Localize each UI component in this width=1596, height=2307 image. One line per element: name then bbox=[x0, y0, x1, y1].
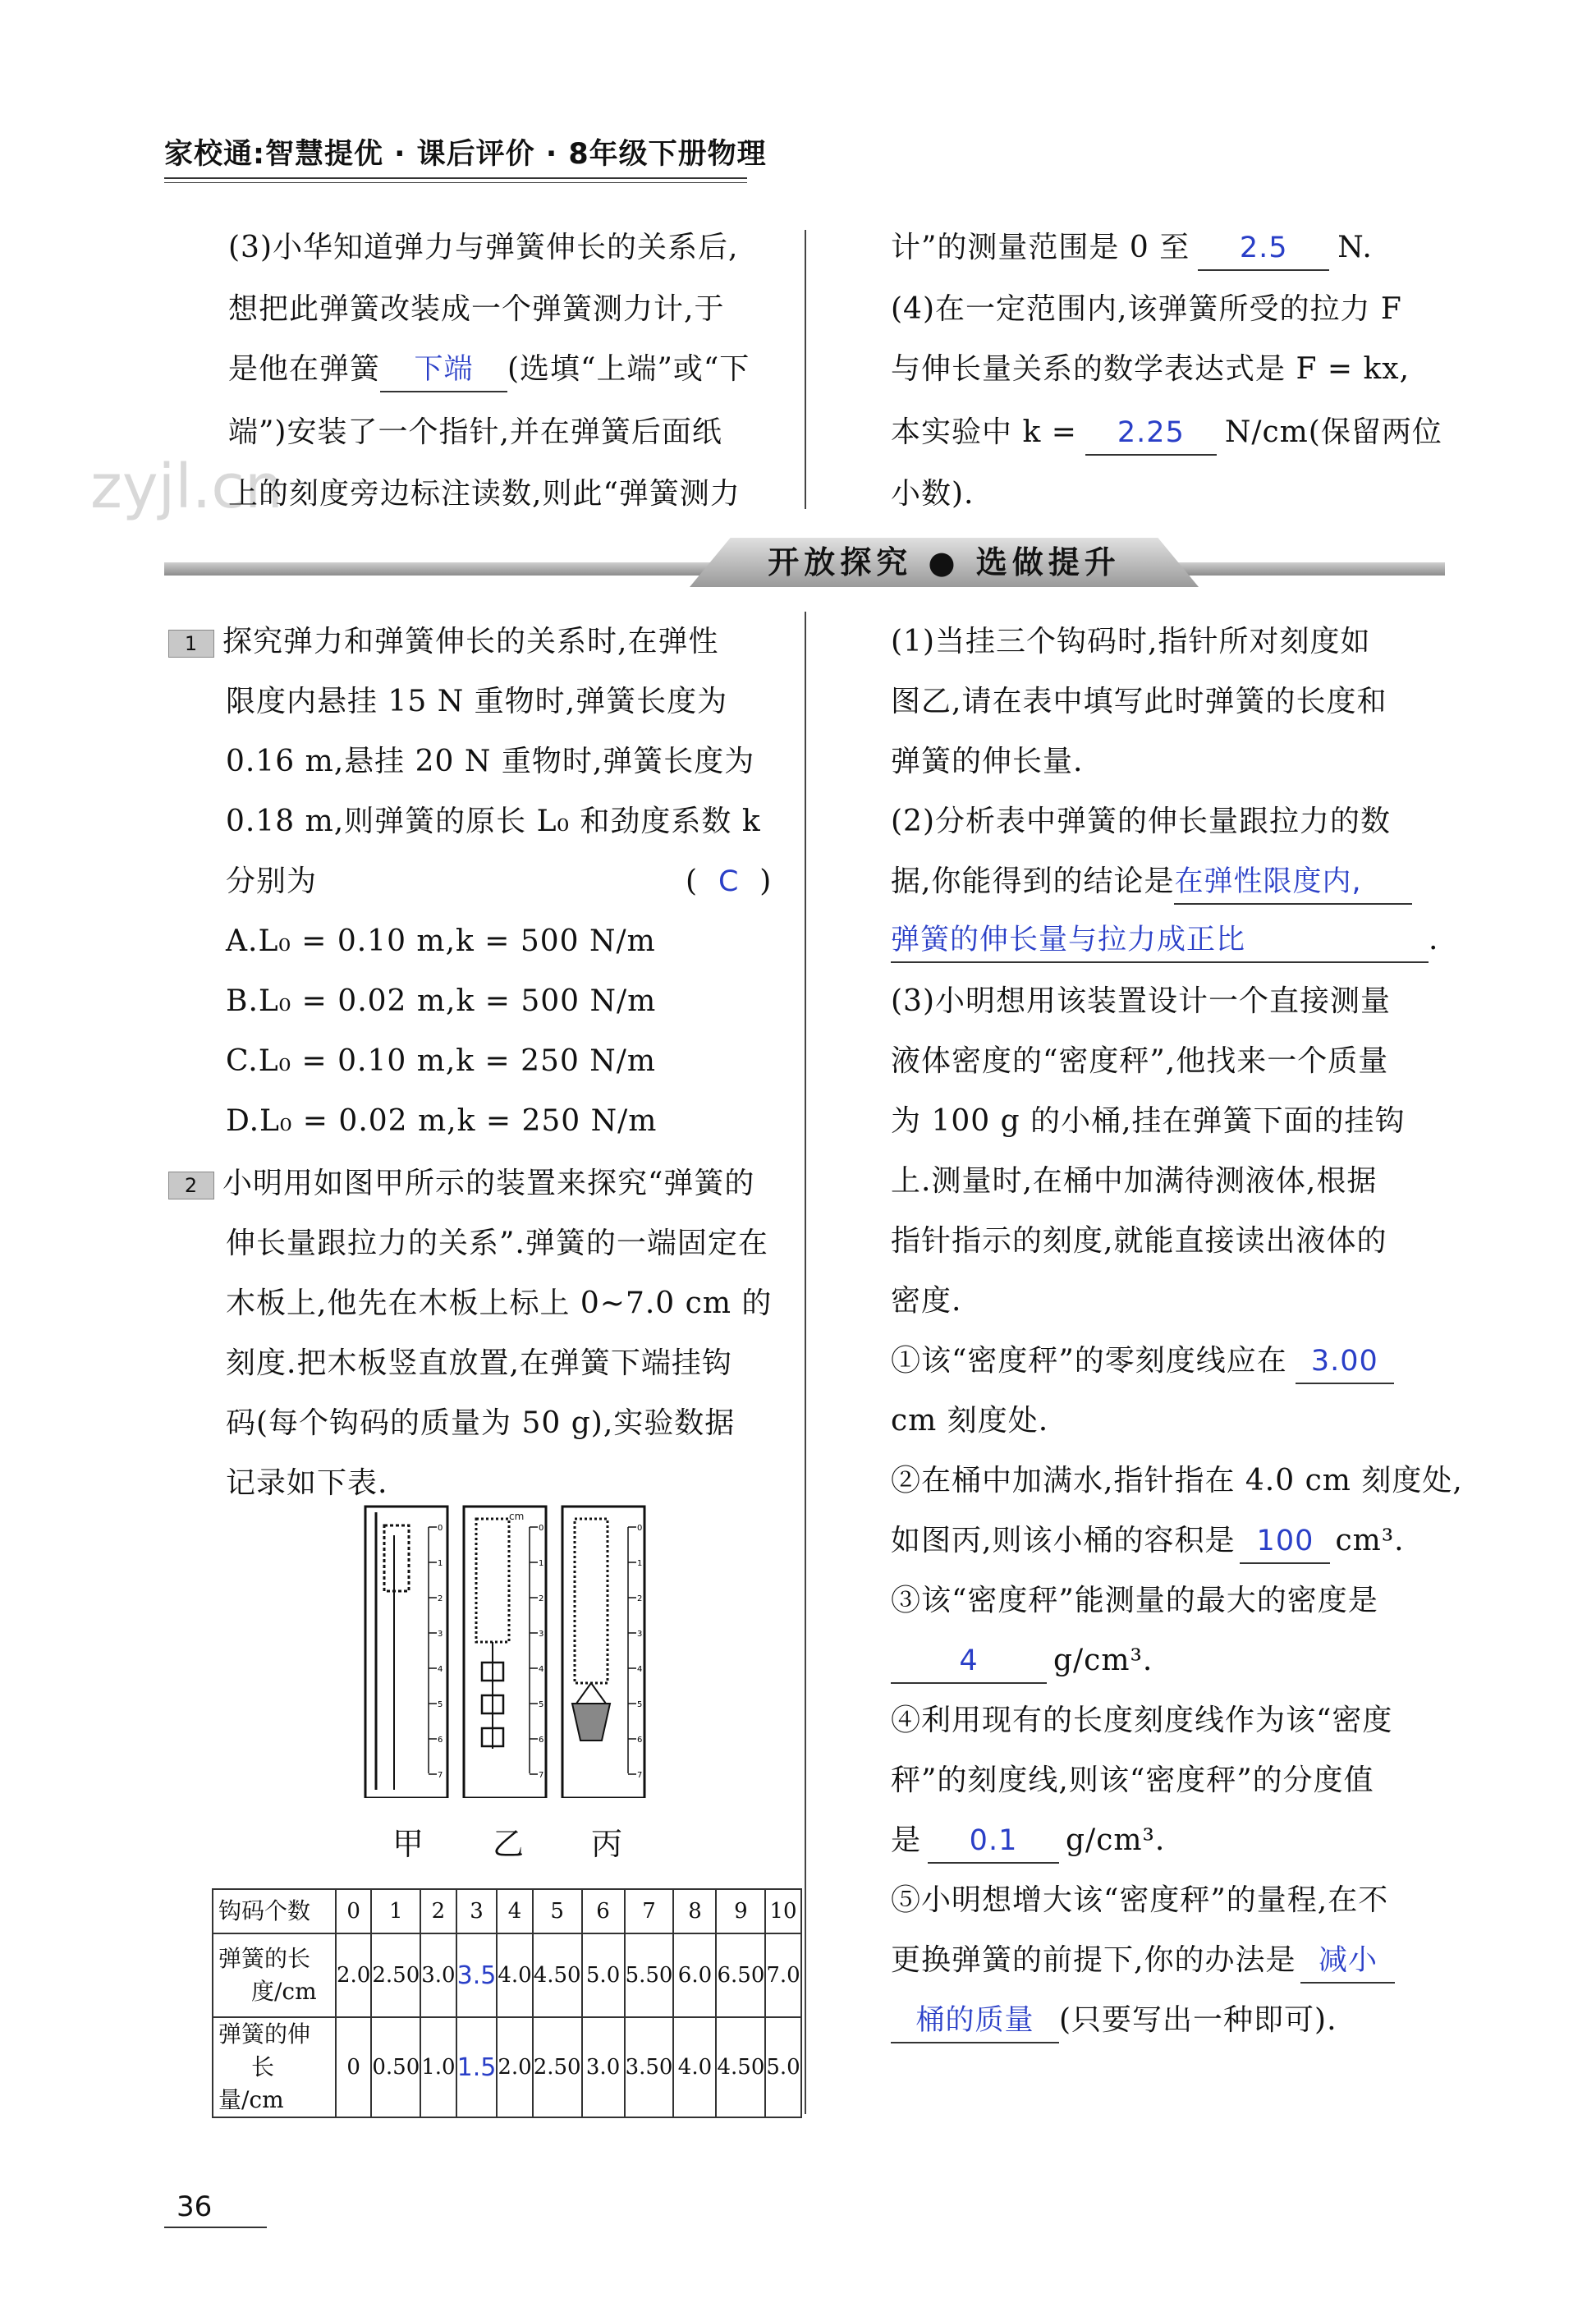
text-fragment: 据,你能得到的结论是 bbox=[891, 865, 1175, 898]
scale-tick-label: 2 bbox=[438, 1594, 443, 1603]
scale-tick-label: 7 bbox=[539, 1771, 544, 1780]
board-frame bbox=[365, 1507, 447, 1798]
table-cell: 2 bbox=[420, 1889, 456, 1933]
scale-tick-label: 2 bbox=[539, 1594, 544, 1603]
fig-label-jia: 甲 bbox=[392, 1826, 424, 1862]
scale-tick-label: 1 bbox=[539, 1559, 544, 1568]
text-line: 0.16 m,悬挂 20 N 重物时,弹簧长度为 bbox=[226, 745, 755, 778]
text-line: 指针指示的刻度,就能直接读出液体的 bbox=[891, 1224, 1387, 1258]
table-cell: 2.50 bbox=[371, 1933, 420, 2017]
text-line: ③该“密度秤”能测量的最大的密度是 bbox=[891, 1584, 1378, 1617]
text-line: 弹簧的伸长量. bbox=[891, 745, 1084, 778]
table-cell: 4.0 bbox=[673, 2017, 716, 2117]
text-line: 密度. bbox=[891, 1284, 962, 1318]
table-cell: 6.50 bbox=[716, 1933, 765, 2017]
text-fragment: ①该“密度秤”的零刻度线应在 bbox=[891, 1344, 1287, 1378]
banner-title: 开放探究 ● 选做提升 bbox=[768, 544, 1121, 580]
text-fragment: g/cm³. bbox=[1053, 1644, 1153, 1677]
scale-tick-label: 4 bbox=[539, 1665, 544, 1674]
text-fragment: g/cm³. bbox=[1066, 1823, 1166, 1857]
answer-blank: 2.5 bbox=[1198, 227, 1329, 271]
scale-tick-label: 6 bbox=[539, 1736, 544, 1745]
row-header-line: 弹簧的伸 bbox=[218, 2020, 311, 2048]
table-cell: 4.50 bbox=[533, 1933, 582, 2017]
scale-unit: cm bbox=[509, 1511, 525, 1522]
table-cell: 4.0 bbox=[497, 1933, 532, 2017]
table-cell: 0 bbox=[336, 1889, 371, 1933]
text-line bbox=[891, 1630, 1153, 1690]
text-line: 上的刻度旁边标注读数,则此“弹簧测力 bbox=[228, 477, 741, 511]
table-cell: 2.0 bbox=[336, 1933, 371, 2017]
answer-blank: 桶的质量 bbox=[891, 1999, 1059, 2043]
row-header-line: 度/cm bbox=[251, 1978, 317, 2005]
table-cell: 1 bbox=[371, 1889, 420, 1933]
header-title: 家校通:智慧提优 · 课后评价 · 8年级下册物理 bbox=[164, 138, 767, 171]
scale-tick-label: 7 bbox=[637, 1771, 643, 1780]
scale-tick-label: 0 bbox=[539, 1524, 544, 1533]
text-line: ⑤小明想增大该“密度秤”的量程,在不 bbox=[891, 1883, 1389, 1917]
column-divider-main bbox=[805, 612, 806, 2114]
text-line: ②在桶中加满水,指针指在 4.0 cm 刻度处, bbox=[891, 1464, 1463, 1497]
table-cell: 5.0 bbox=[582, 1933, 625, 2017]
scale-tick-label: 4 bbox=[637, 1665, 643, 1674]
row-header-line: 弹簧的长 bbox=[218, 1945, 311, 1972]
spring-figure bbox=[361, 1502, 649, 1798]
scale-tick-label: 3 bbox=[438, 1630, 443, 1639]
column-divider-top bbox=[805, 230, 806, 509]
text-line bbox=[891, 1930, 1395, 1990]
figure-yi bbox=[464, 1507, 546, 1798]
scale-tick-label: 0 bbox=[438, 1524, 443, 1533]
table-cell: 0 bbox=[336, 2017, 371, 2117]
row-header-line: 长量/cm bbox=[218, 2053, 284, 2113]
text-fragment: 小明用如图甲所示的装置来探究“弹簧的 bbox=[222, 1167, 755, 1200]
table-cell: 6.0 bbox=[673, 1933, 716, 2017]
scale-tick-label: 5 bbox=[438, 1700, 443, 1709]
text-line bbox=[891, 218, 1373, 277]
header-rule-thin bbox=[164, 182, 747, 183]
board-frame bbox=[464, 1507, 546, 1798]
text-line: cm 刻度处. bbox=[891, 1404, 1049, 1438]
answer-bracket: ( C ) bbox=[686, 865, 773, 898]
figure-jia bbox=[365, 1507, 447, 1798]
answer-blank: 减小 bbox=[1300, 1939, 1395, 1984]
option-a: A.L₀ = 0.10 m,k = 500 N/m bbox=[226, 924, 656, 958]
answer-blank: 4 bbox=[891, 1640, 1047, 1684]
scale-tick-label: 1 bbox=[438, 1559, 443, 1568]
text-fragment: 是 bbox=[891, 1823, 922, 1857]
option-c: C.L₀ = 0.10 m,k = 250 N/m bbox=[226, 1044, 657, 1078]
scale-tick-label: 3 bbox=[539, 1630, 544, 1639]
text-fragment: N. bbox=[1337, 231, 1373, 264]
text-line: 小数). bbox=[891, 477, 975, 511]
table-cell-answer: 1.5 bbox=[456, 2017, 498, 2117]
table-row bbox=[213, 2017, 801, 2117]
scale-tick-label: 6 bbox=[438, 1736, 443, 1745]
table-cell: 7.0 bbox=[765, 1933, 800, 2017]
text-line: 为 100 g 的小桶,挂在弹簧下面的挂钩 bbox=[891, 1104, 1406, 1138]
answer-blank: 下端 bbox=[380, 348, 507, 392]
table-cell: 1.0 bbox=[420, 2017, 456, 2117]
page-number: 36 bbox=[177, 2190, 213, 2223]
text-line: (4)在一定范围内,该弹簧所受的拉力 F bbox=[891, 292, 1402, 326]
text-fragment: 计”的测量范围是 0 至 bbox=[891, 231, 1190, 264]
table-cell: 8 bbox=[673, 1889, 716, 1933]
text-fragment: . bbox=[1429, 923, 1439, 956]
row-header bbox=[213, 1933, 336, 2017]
table-cell: 9 bbox=[716, 1889, 765, 1933]
table-row bbox=[213, 1933, 801, 2017]
table-cell: 7 bbox=[625, 1889, 674, 1933]
table-cell: 0.50 bbox=[371, 2017, 420, 2117]
header-rule bbox=[164, 177, 747, 179]
text-line: 伸长量跟拉力的关系”.弹簧的一端固定在 bbox=[226, 1227, 768, 1260]
text-line: 端”)安装了一个指针,并在弹簧后面纸 bbox=[228, 415, 722, 449]
answer-blank: 0.1 bbox=[928, 1819, 1059, 1864]
text-fragment: N/cm(保留两位 bbox=[1224, 415, 1442, 449]
scale-tick-label: 2 bbox=[637, 1594, 643, 1603]
text-line: 记录如下表. bbox=[226, 1466, 388, 1500]
text-line: (1)当挂三个钩码时,指针所对刻度如 bbox=[891, 625, 1371, 658]
text-fragment: 是他在弹簧 bbox=[228, 352, 381, 386]
text-fragment: (只要写出一种即可). bbox=[1059, 2003, 1337, 2037]
table-cell: 10 bbox=[765, 1889, 800, 1933]
text-line bbox=[168, 612, 718, 672]
text-line bbox=[891, 1331, 1394, 1391]
table-cell: 5.0 bbox=[765, 2017, 800, 2117]
text-line: 秤”的刻度线,则该“密度秤”的分度值 bbox=[891, 1764, 1374, 1797]
text-line bbox=[891, 1990, 1337, 2050]
text-line bbox=[891, 851, 1412, 911]
text-line: 刻度.把木板竖直放置,在弹簧下端挂钩 bbox=[226, 1346, 732, 1380]
text-line: 限度内悬挂 15 N 重物时,弹簧长度为 bbox=[226, 685, 728, 718]
table-cell: 3.50 bbox=[625, 2017, 674, 2117]
table-cell: 3.0 bbox=[420, 1933, 456, 2017]
text-fragment: (选填“上端”或“下 bbox=[507, 352, 750, 386]
table-cell: 2.50 bbox=[533, 2017, 582, 2117]
option-d: D.L₀ = 0.02 m,k = 250 N/m bbox=[226, 1104, 658, 1138]
text-line: 与伸长量关系的数学表达式是 F = kx, bbox=[891, 352, 1410, 386]
scale-tick-label: 6 bbox=[637, 1736, 643, 1745]
question-number: 1 bbox=[168, 630, 214, 658]
data-table bbox=[212, 1888, 802, 2118]
text-line: 0.18 m,则弹簧的原长 L₀ 和劲度系数 k bbox=[226, 805, 761, 838]
text-fragment: 本实验中 k = bbox=[891, 415, 1077, 449]
section-banner bbox=[164, 538, 1445, 587]
text-fragment: 如图丙,则该小桶的容积是 bbox=[891, 1524, 1236, 1557]
answer-blank: 在弹性限度内, bbox=[1174, 860, 1412, 905]
answer-blank: 弹簧的伸长量与拉力成正比 bbox=[891, 919, 1429, 963]
table-cell: 5 bbox=[533, 1889, 582, 1933]
text-fragment: 更换弹簧的前提下,你的办法是 bbox=[891, 1943, 1296, 1977]
text-line bbox=[168, 1154, 754, 1213]
text-line: ④利用现有的长度刻度线作为该“密度 bbox=[891, 1704, 1393, 1737]
answer-blank: 2.25 bbox=[1085, 411, 1217, 456]
text-line bbox=[228, 339, 750, 399]
scale-tick-label: 1 bbox=[637, 1559, 643, 1568]
text-line: 液体密度的“密度秤”,他找来一个质量 bbox=[891, 1044, 1389, 1078]
text-line: 想把此弹簧改装成一个弹簧测力计,于 bbox=[228, 292, 725, 326]
page-number-rule bbox=[164, 2227, 267, 2228]
table-cell: 4 bbox=[497, 1889, 532, 1933]
text-line: (2)分析表中弹簧的伸长量跟拉力的数 bbox=[891, 805, 1391, 838]
table-cell-answer: 3.5 bbox=[456, 1933, 498, 2017]
watermark: zyjl.cn bbox=[90, 452, 283, 522]
answer-blank: 3.00 bbox=[1296, 1340, 1394, 1384]
scale-tick-label: 0 bbox=[637, 1524, 643, 1533]
table-cell: 5.50 bbox=[625, 1933, 674, 2017]
text-line: (3)小华知道弹力与弹簧伸长的关系后, bbox=[228, 231, 739, 264]
fig-label-yi: 乙 bbox=[493, 1826, 525, 1862]
fig-label-bing: 丙 bbox=[591, 1826, 623, 1862]
board-frame bbox=[562, 1507, 644, 1798]
text-line: 图乙,请在表中填写此时弹簧的长度和 bbox=[891, 685, 1387, 718]
question-number: 2 bbox=[168, 1172, 214, 1199]
table-row bbox=[213, 1889, 801, 1933]
option-b: B.L₀ = 0.02 m,k = 500 N/m bbox=[226, 984, 657, 1018]
table-cell: 6 bbox=[582, 1889, 625, 1933]
text-line bbox=[891, 1511, 1405, 1571]
row-header: 钩码个数 bbox=[213, 1889, 336, 1933]
answer-blank: 100 bbox=[1240, 1520, 1330, 1564]
scale-tick-label: 5 bbox=[637, 1700, 643, 1709]
text-fragment: cm³. bbox=[1335, 1524, 1405, 1557]
row-header bbox=[213, 2017, 336, 2117]
scale-tick-label: 4 bbox=[438, 1665, 443, 1674]
text-line: 分别为 bbox=[226, 865, 318, 898]
text-line: 木板上,他先在木板上标上 0~7.0 cm 的 bbox=[226, 1287, 773, 1320]
figure-bing bbox=[562, 1507, 644, 1798]
text-fragment: 探究弹力和弹簧伸长的关系时,在弹性 bbox=[222, 625, 719, 658]
table-cell: 4.50 bbox=[716, 2017, 765, 2117]
text-line bbox=[891, 402, 1442, 462]
table-cell: 3.0 bbox=[582, 2017, 625, 2117]
text-line: 码(每个钩码的质量为 50 g),实验数据 bbox=[226, 1406, 736, 1440]
text-line: 上.测量时,在桶中加满待测液体,根据 bbox=[891, 1164, 1378, 1198]
scale-tick-label: 5 bbox=[539, 1700, 544, 1709]
text-line: (3)小明想用该装置设计一个直接测量 bbox=[891, 984, 1391, 1018]
text-line bbox=[891, 1810, 1165, 1870]
table-cell: 3 bbox=[456, 1889, 498, 1933]
text-line bbox=[891, 910, 1438, 970]
table-cell: 2.0 bbox=[497, 2017, 532, 2117]
scale-tick-label: 7 bbox=[438, 1771, 443, 1780]
scale-tick-label: 3 bbox=[637, 1630, 643, 1639]
choice-answer: C bbox=[718, 865, 740, 898]
